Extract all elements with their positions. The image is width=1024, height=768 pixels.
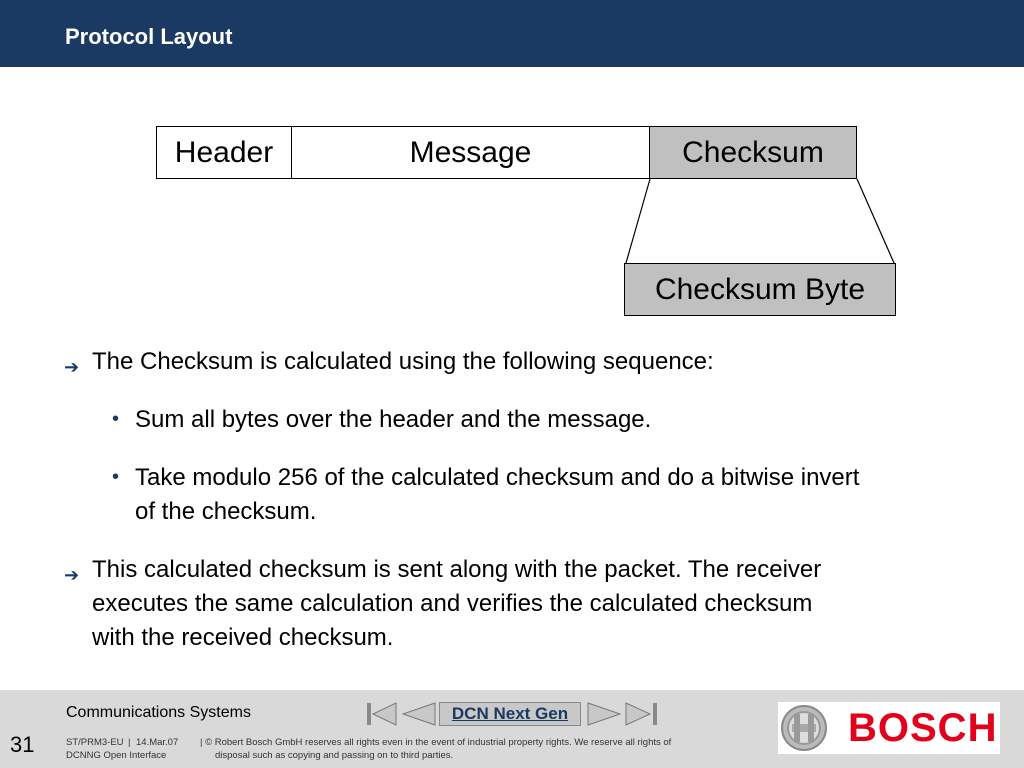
bullet-2-line-3: with the received checksum. [92, 624, 394, 651]
bullet-2-line-2: executes the same calculation and verifies the calculated checksum [92, 590, 813, 617]
footer-section-label: Communications Systems [66, 704, 251, 721]
sub-bullet-1-text: Sum all bytes over the header and the message. [135, 406, 652, 433]
footer [0, 690, 1024, 768]
footer-copyright-line-2: disposal such as copying and passing on to third parties. [215, 750, 454, 761]
bosch-logo [778, 702, 1000, 754]
footer-copyright-line-1: | © Robert Bosch GmbH reserves all rights even in the event of industrial property rights. We reserve all rights of [200, 737, 672, 748]
arrow-bullet-icon: ➔ [64, 565, 80, 585]
bosch-armature-icon [780, 704, 828, 752]
footer-date: 14.Mar.07 [136, 737, 179, 748]
footer-sep: | [128, 737, 131, 748]
sub-bullet-icon: • [112, 466, 120, 488]
bullet-2-line-1: This calculated checksum is sent along with the packet. The receiver [92, 556, 822, 583]
checksum-byte-box [624, 263, 896, 316]
page-title: Protocol Layout [65, 24, 233, 49]
nav-next-icon[interactable] [586, 702, 622, 726]
footer-dept: ST/PRM3-EU [66, 737, 124, 748]
sub-bullet-icon: • [112, 408, 120, 430]
bosch-wordmark: BOSCH [848, 706, 998, 750]
nav-first-icon[interactable] [366, 702, 398, 726]
footer-doc: DCNNG Open Interface [66, 750, 167, 761]
arrow-bullet-icon: ➔ [64, 357, 80, 377]
bullet-1-text: The Checksum is calculated using the following sequence: [92, 348, 714, 375]
page-number: 31 [10, 732, 35, 757]
checksum-field-label: Checksum [682, 135, 824, 169]
nav-home-button[interactable]: DCN Next Gen [439, 702, 581, 726]
nav-prev-icon[interactable] [401, 702, 437, 726]
checksum-byte-label: Checksum Byte [654, 272, 866, 306]
sub-bullet-2-line-2: of the checksum. [135, 498, 317, 525]
header-field-label: Header [174, 135, 274, 169]
message-field-label: Message [409, 135, 532, 169]
sub-bullet-2-line-1: Take modulo 256 of the calculated checksum and do a bitwise invert [135, 464, 860, 491]
nav-last-icon[interactable] [624, 702, 660, 726]
